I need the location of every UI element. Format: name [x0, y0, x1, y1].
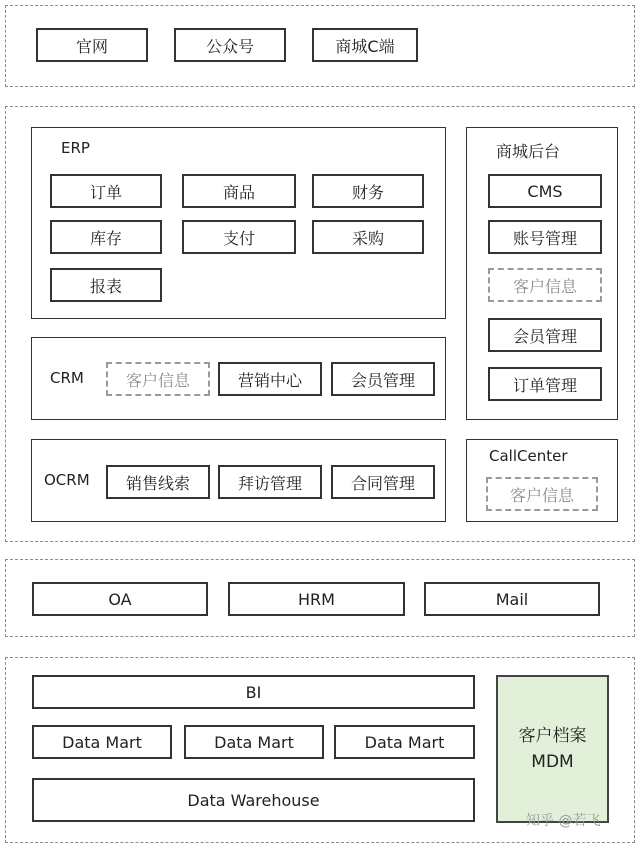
- data-mart-3: Data Mart: [334, 725, 475, 759]
- crm-marketing-center: 营销中心: [218, 362, 322, 396]
- crm-membership: 会员管理: [331, 362, 435, 396]
- mdm-line-1: 客户档案: [518, 726, 587, 746]
- callcenter-customer-info-ghost: 客户信息: [486, 477, 598, 511]
- data-warehouse: Data Warehouse: [32, 778, 475, 822]
- erp-purchasing: 采购: [312, 220, 424, 254]
- erp-payment: 支付: [182, 220, 296, 254]
- erp-finance: 财务: [312, 174, 424, 208]
- mall-account-management: 账号管理: [488, 220, 602, 254]
- mall-order-management: 订单管理: [488, 367, 602, 401]
- erp-order: 订单: [50, 174, 162, 208]
- mdm-line-2: MDM: [531, 752, 574, 772]
- mall-membership: 会员管理: [488, 318, 602, 352]
- data-mart-2: Data Mart: [184, 725, 324, 759]
- channel-mall-client: 商城C端: [312, 28, 418, 62]
- erp-report: 报表: [50, 268, 162, 302]
- mall-cms: CMS: [488, 174, 602, 208]
- crm-title: CRM: [50, 369, 84, 387]
- customer-mdm-box: [496, 675, 609, 823]
- office-oa: OA: [32, 582, 208, 616]
- erp-product: 商品: [182, 174, 296, 208]
- ocrm-contract-management: 合同管理: [331, 465, 435, 499]
- callcenter-title: CallCenter: [489, 447, 568, 465]
- office-hrm: HRM: [228, 582, 405, 616]
- crm-customer-info-ghost: 客户信息: [106, 362, 210, 396]
- channel-official-account: 公众号: [174, 28, 286, 62]
- erp-inventory: 库存: [50, 220, 162, 254]
- watermark: 知乎 @若飞: [526, 813, 601, 829]
- channel-website: 官网: [36, 28, 148, 62]
- ocrm-title: OCRM: [44, 471, 90, 489]
- office-mail: Mail: [424, 582, 600, 616]
- ocrm-visit-management: 拜访管理: [218, 465, 322, 499]
- ocrm-sales-leads: 销售线索: [106, 465, 210, 499]
- mall-customer-info-ghost: 客户信息: [488, 268, 602, 302]
- mall-backend-title: 商城后台: [496, 142, 561, 161]
- bi-box: BI: [32, 675, 475, 709]
- data-mart-1: Data Mart: [32, 725, 172, 759]
- erp-title: ERP: [61, 139, 90, 157]
